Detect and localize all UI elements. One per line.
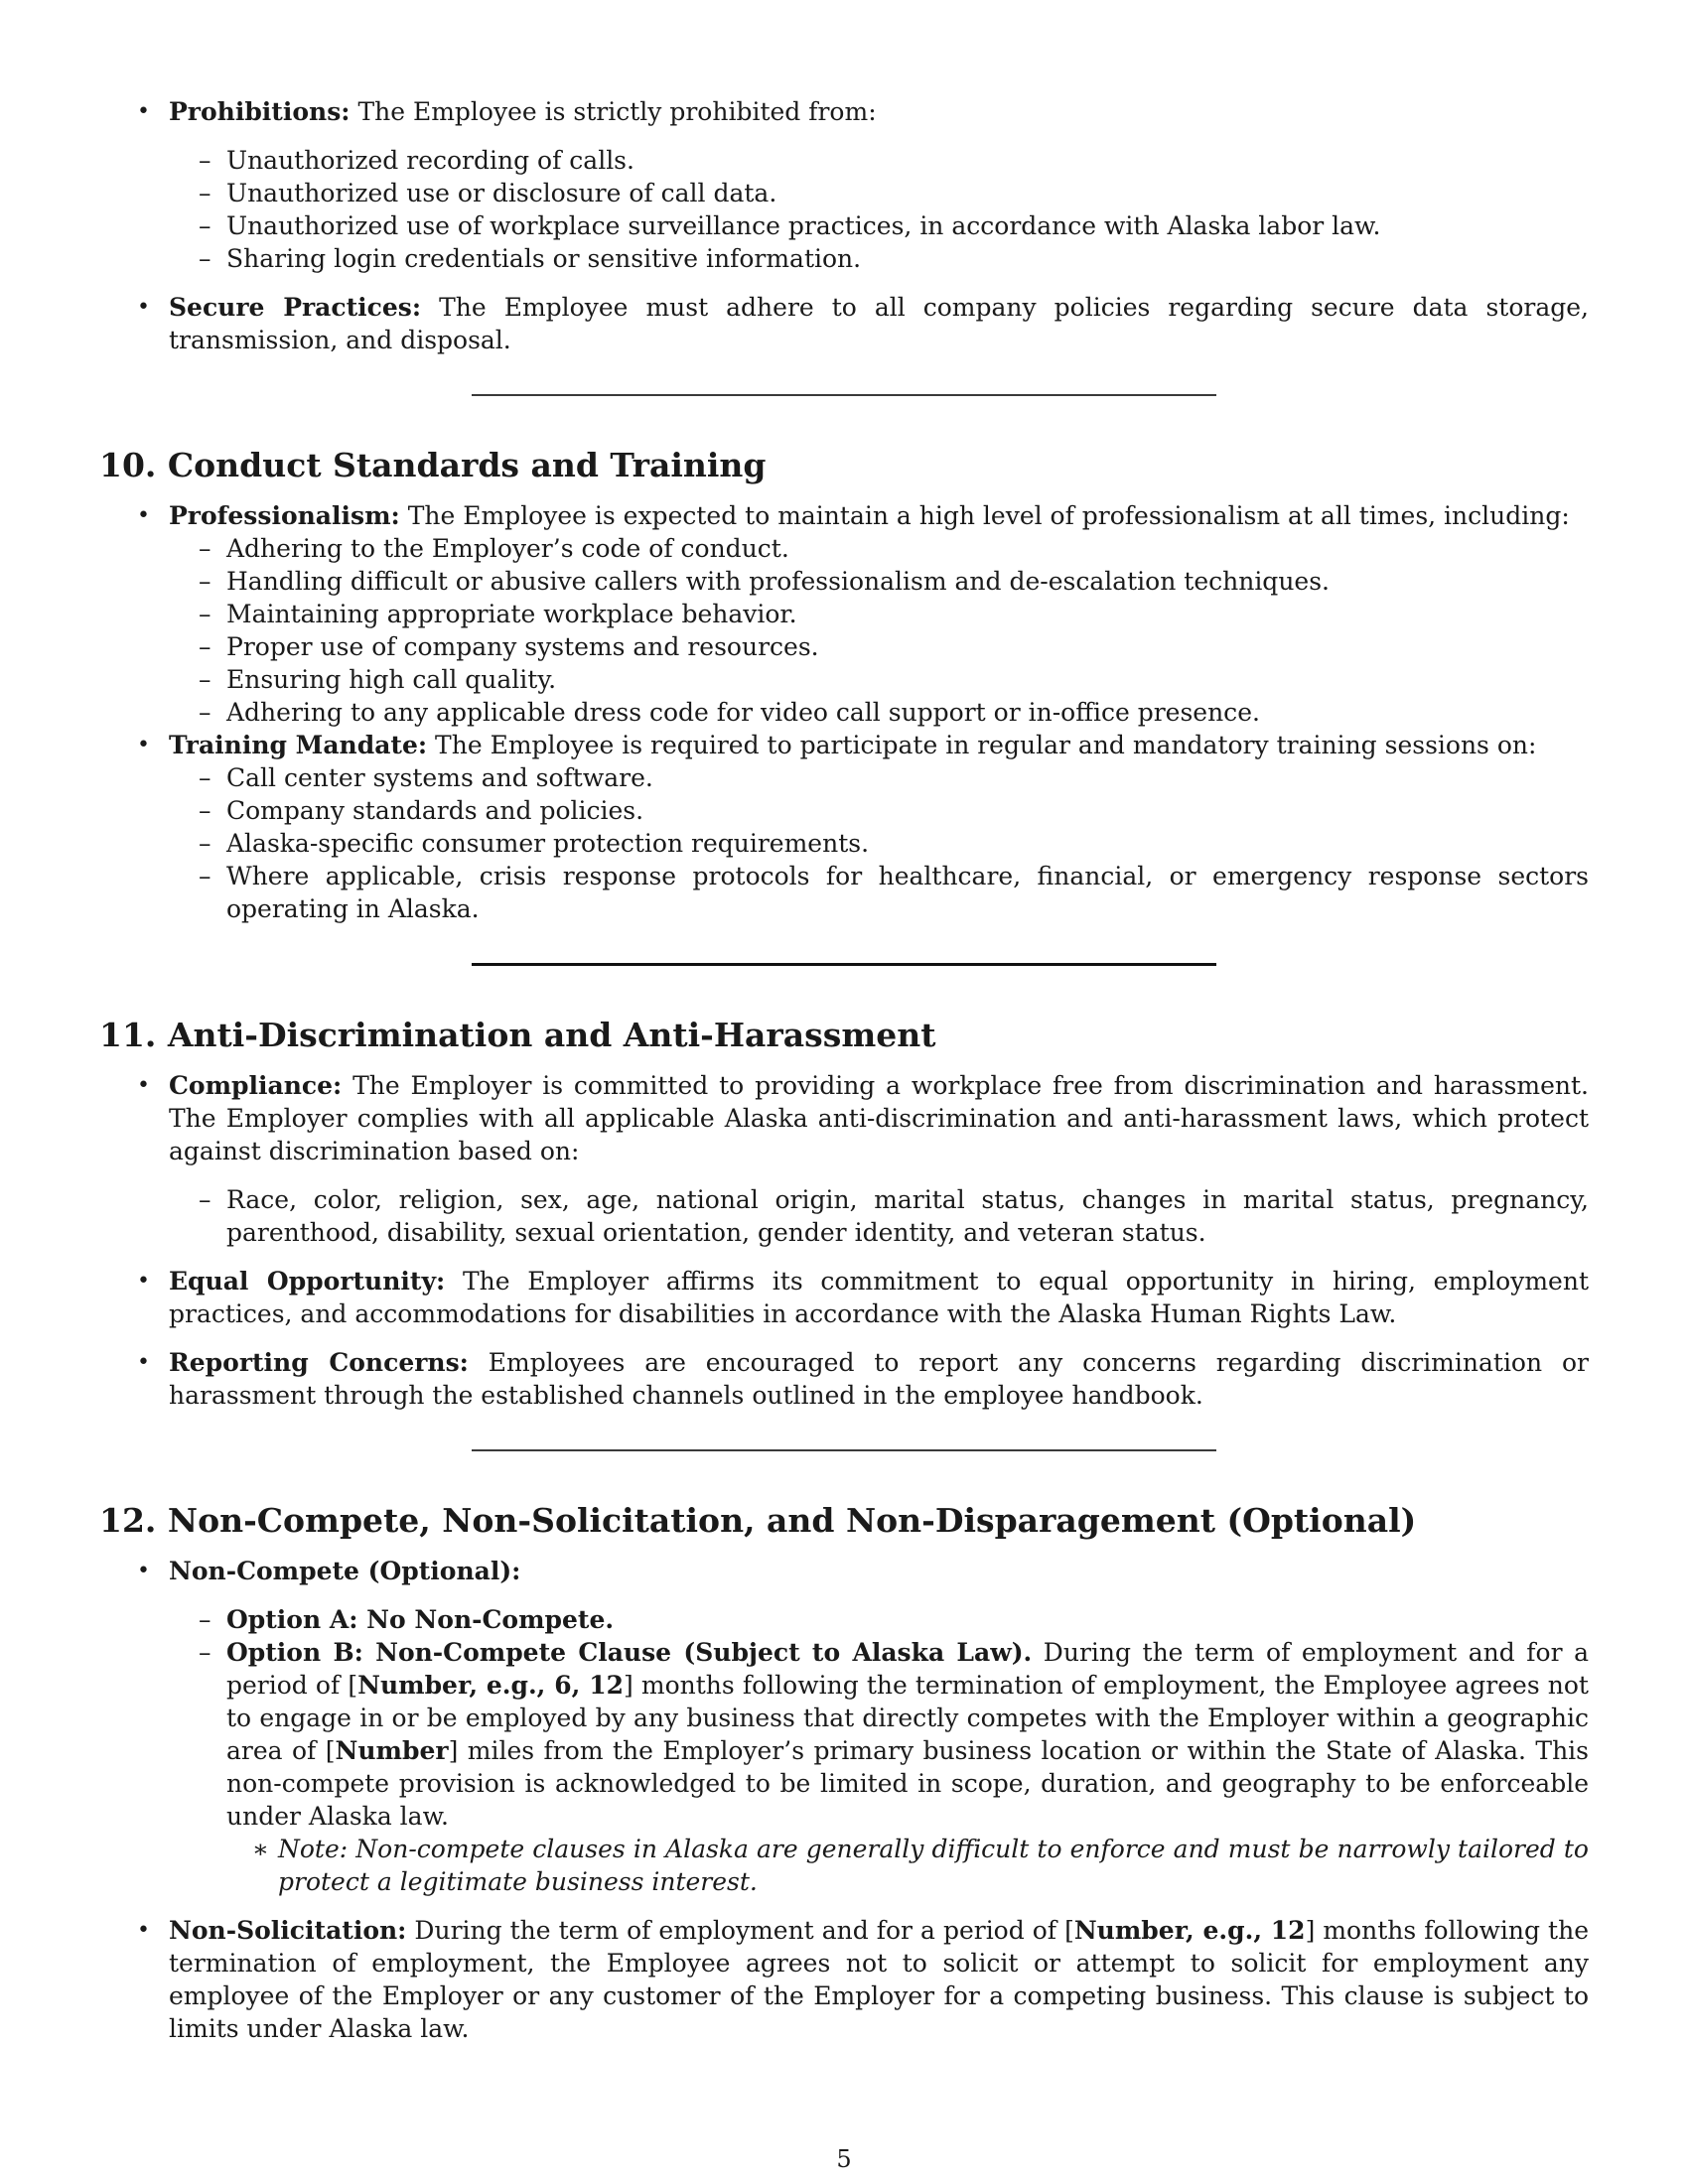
list-item: – Unauthorized use or disclosure of call data.	[199, 179, 777, 207]
note-item: ∗ Note: Non-compete clauses in Alaska are generally difficult to enforce and must be narrowly tailored to protect a legitimate business interest.	[252, 1835, 1589, 1896]
equal-opportunity-item	[99, 1265, 1589, 1330]
compliance-text: The Employer is committed to providing a workplace free from discrimination and harassment. The Employer complies with all applicable Alaska anti-discrimination and anti-harassment laws, which protect against discrimination based on:	[169, 1071, 1589, 1165]
section-divider	[472, 963, 1216, 966]
prohibitions-text: The Employee is strictly prohibited from:	[350, 97, 877, 126]
reporting-concerns-label: Reporting Concerns:	[169, 1348, 469, 1377]
placeholder-duration: Number, e.g., 6, 12	[357, 1671, 625, 1700]
bullet-icon: •	[137, 1559, 150, 1583]
list-item: – Where applicable, crisis response protocols for healthcare, financial, or emergency response sectors operating in Alaska.	[199, 862, 1589, 923]
placeholder-miles: Number	[335, 1736, 449, 1765]
option-b-label: Option B: Non-Compete Clause (Subject to Alaska Law).	[226, 1638, 1033, 1667]
professionalism-sublist	[169, 532, 1589, 729]
compliance-item	[99, 1069, 1589, 1249]
non-solicitation-item: • Non-Solicitation: During the term of employment and for a period of [Number, e.g., 12] months following the termination of employment, the Employee agrees not to solicit or attempt to solicit for employment any employee of the Employer or any customer of the Employer for a competing business. This clause is subject to limits under Alaska law.	[137, 1916, 1589, 2043]
section-11-list	[99, 1069, 1589, 1412]
bullet-icon: •	[137, 99, 150, 124]
section-divider	[472, 394, 1216, 396]
dash-icon: –	[199, 698, 211, 727]
dash-icon: –	[199, 763, 211, 792]
dash-icon: –	[199, 862, 211, 890]
bullet-icon: •	[137, 1073, 150, 1098]
reporting-concerns-text: Employees are encouraged to report any concerns regarding discrimination or harassment through the established channels outlined in the employee handbook.	[169, 1348, 1589, 1410]
asterisk-icon: ∗	[252, 1835, 269, 1863]
dash-icon: –	[199, 796, 211, 825]
secure-practices-label: Secure Practices:	[169, 293, 422, 322]
option-a: – Option A: No Non-Compete.	[199, 1605, 615, 1634]
training-mandate-item	[99, 729, 1589, 925]
list-item: – Maintaining appropriate workplace behavior.	[199, 600, 797, 628]
dash-icon: –	[199, 1605, 211, 1634]
dash-icon: –	[199, 632, 211, 661]
list-item: – Proper use of company systems and resources.	[199, 632, 819, 661]
list-item: – Company standards and policies.	[199, 796, 644, 825]
document-page	[99, 95, 1589, 2101]
list-item: – Unauthorized use of workplace surveillance practices, in accordance with Alaska labor law.	[199, 211, 1381, 240]
section-12-list	[99, 1555, 1589, 2045]
list-item: – Adhering to any applicable dress code for video call support or in-office presence.	[199, 698, 1260, 727]
option-b: – Option B: Non-Compete Clause (Subject to Alaska Law). During the term of employment and for a period of [Number, e.g., 6, 12] months following the termination of employment, the Employee agrees not to engage in or be employed by any business that directly competes with the Employer within a geographic area of [Number] miles from the Employer’s primary business location or within the State of Alaska. This non-compete provision is acknowledged to be limited in scope, duration, and geography to be enforceable under Alaska law. ∗ Note: Non-compete clauses in Alaska are generally difficult to enforce and must be narrowly tailored to protect a legitimate business interest.	[199, 1638, 1590, 1896]
dash-icon: –	[199, 1185, 211, 1214]
bullet-icon: •	[137, 733, 150, 757]
compliance-label: Compliance:	[169, 1071, 343, 1100]
bullet-icon: •	[137, 295, 150, 320]
bullet-icon: •	[137, 1350, 150, 1375]
training-mandate-label: Training Mandate:	[169, 731, 428, 759]
section-11-heading: 11. Anti-Discrimination and Anti-Harassment	[99, 1016, 936, 1054]
section-10-list	[99, 499, 1589, 925]
prohibitions-item	[99, 95, 1589, 275]
non-compete-label: Non-Compete (Optional):	[169, 1557, 521, 1585]
equal-opportunity-text: The Employer affirms its commitment to equal opportunity in hiring, employment practices, and accommodations for disabilities in accordance with the Alaska Human Rights Law.	[169, 1267, 1589, 1328]
bullet-icon: •	[137, 1918, 150, 1943]
list-item: – Race, color, religion, sex, age, national origin, marital status, changes in marital status, pregnancy, parenthood, disability, sexual orientation, gender identity, and veteran status.	[199, 1185, 1589, 1247]
list-item: – Alaska-specific consumer protection requirements.	[199, 829, 870, 858]
list-item: – Ensuring high call quality.	[199, 665, 557, 694]
reporting-concerns-item	[99, 1346, 1589, 1412]
list-item: – Call center systems and software.	[199, 763, 653, 792]
list-item: – Sharing login credentials or sensitive information.	[199, 244, 862, 273]
bullet-icon: •	[137, 1269, 150, 1294]
professionalism-text: The Employee is expected to maintain a high level of professionalism at all times, including:	[399, 501, 1570, 530]
section-9-list	[99, 95, 1589, 356]
professionalism-label: Professionalism:	[169, 501, 400, 530]
note-list	[226, 1833, 1589, 1898]
training-mandate-text: The Employee is required to participate in regular and mandatory training sessions on:	[427, 731, 1537, 759]
dash-icon: –	[199, 567, 211, 596]
section-divider	[472, 1449, 1216, 1451]
secure-practices-item	[99, 291, 1589, 356]
dash-icon: –	[199, 244, 211, 273]
dash-icon: –	[199, 179, 211, 207]
list-item: – Adhering to the Employer’s code of conduct.	[199, 534, 789, 563]
secure-practices-text: The Employee must adhere to all company policies regarding secure data storage, transmission, and disposal.	[169, 293, 1589, 354]
equal-opportunity-label: Equal Opportunity:	[169, 1267, 446, 1296]
non-compete-item	[99, 1555, 1589, 1898]
compliance-sublist	[169, 1183, 1589, 1249]
non-compete-options	[169, 1603, 1589, 1898]
section-12-heading: 12. Non-Compete, Non-Solicitation, and Non-Disparagement (Optional)	[99, 1501, 1417, 1540]
list-item: – Handling difficult or abusive callers with professionalism and de-escalation techniques.	[199, 567, 1330, 596]
non-solicitation-label: Non-Solicitation:	[169, 1916, 407, 1945]
dash-icon: –	[199, 211, 211, 240]
page-number: 5	[836, 2145, 852, 2173]
dash-icon: –	[199, 829, 211, 858]
bullet-icon: •	[137, 503, 150, 528]
dash-icon: –	[199, 146, 211, 175]
dash-icon: –	[199, 665, 211, 694]
prohibitions-label: Prohibitions:	[169, 97, 351, 126]
section-10-heading: 10. Conduct Standards and Training	[99, 446, 767, 484]
list-item: – Unauthorized recording of calls.	[199, 146, 634, 175]
professionalism-item	[99, 499, 1589, 729]
dash-icon: –	[199, 534, 211, 563]
training-sublist	[169, 761, 1589, 925]
dash-icon: –	[199, 1638, 211, 1667]
prohibitions-sublist	[169, 144, 1589, 275]
placeholder-months: Number, e.g., 12	[1073, 1916, 1306, 1945]
dash-icon: –	[199, 600, 211, 628]
